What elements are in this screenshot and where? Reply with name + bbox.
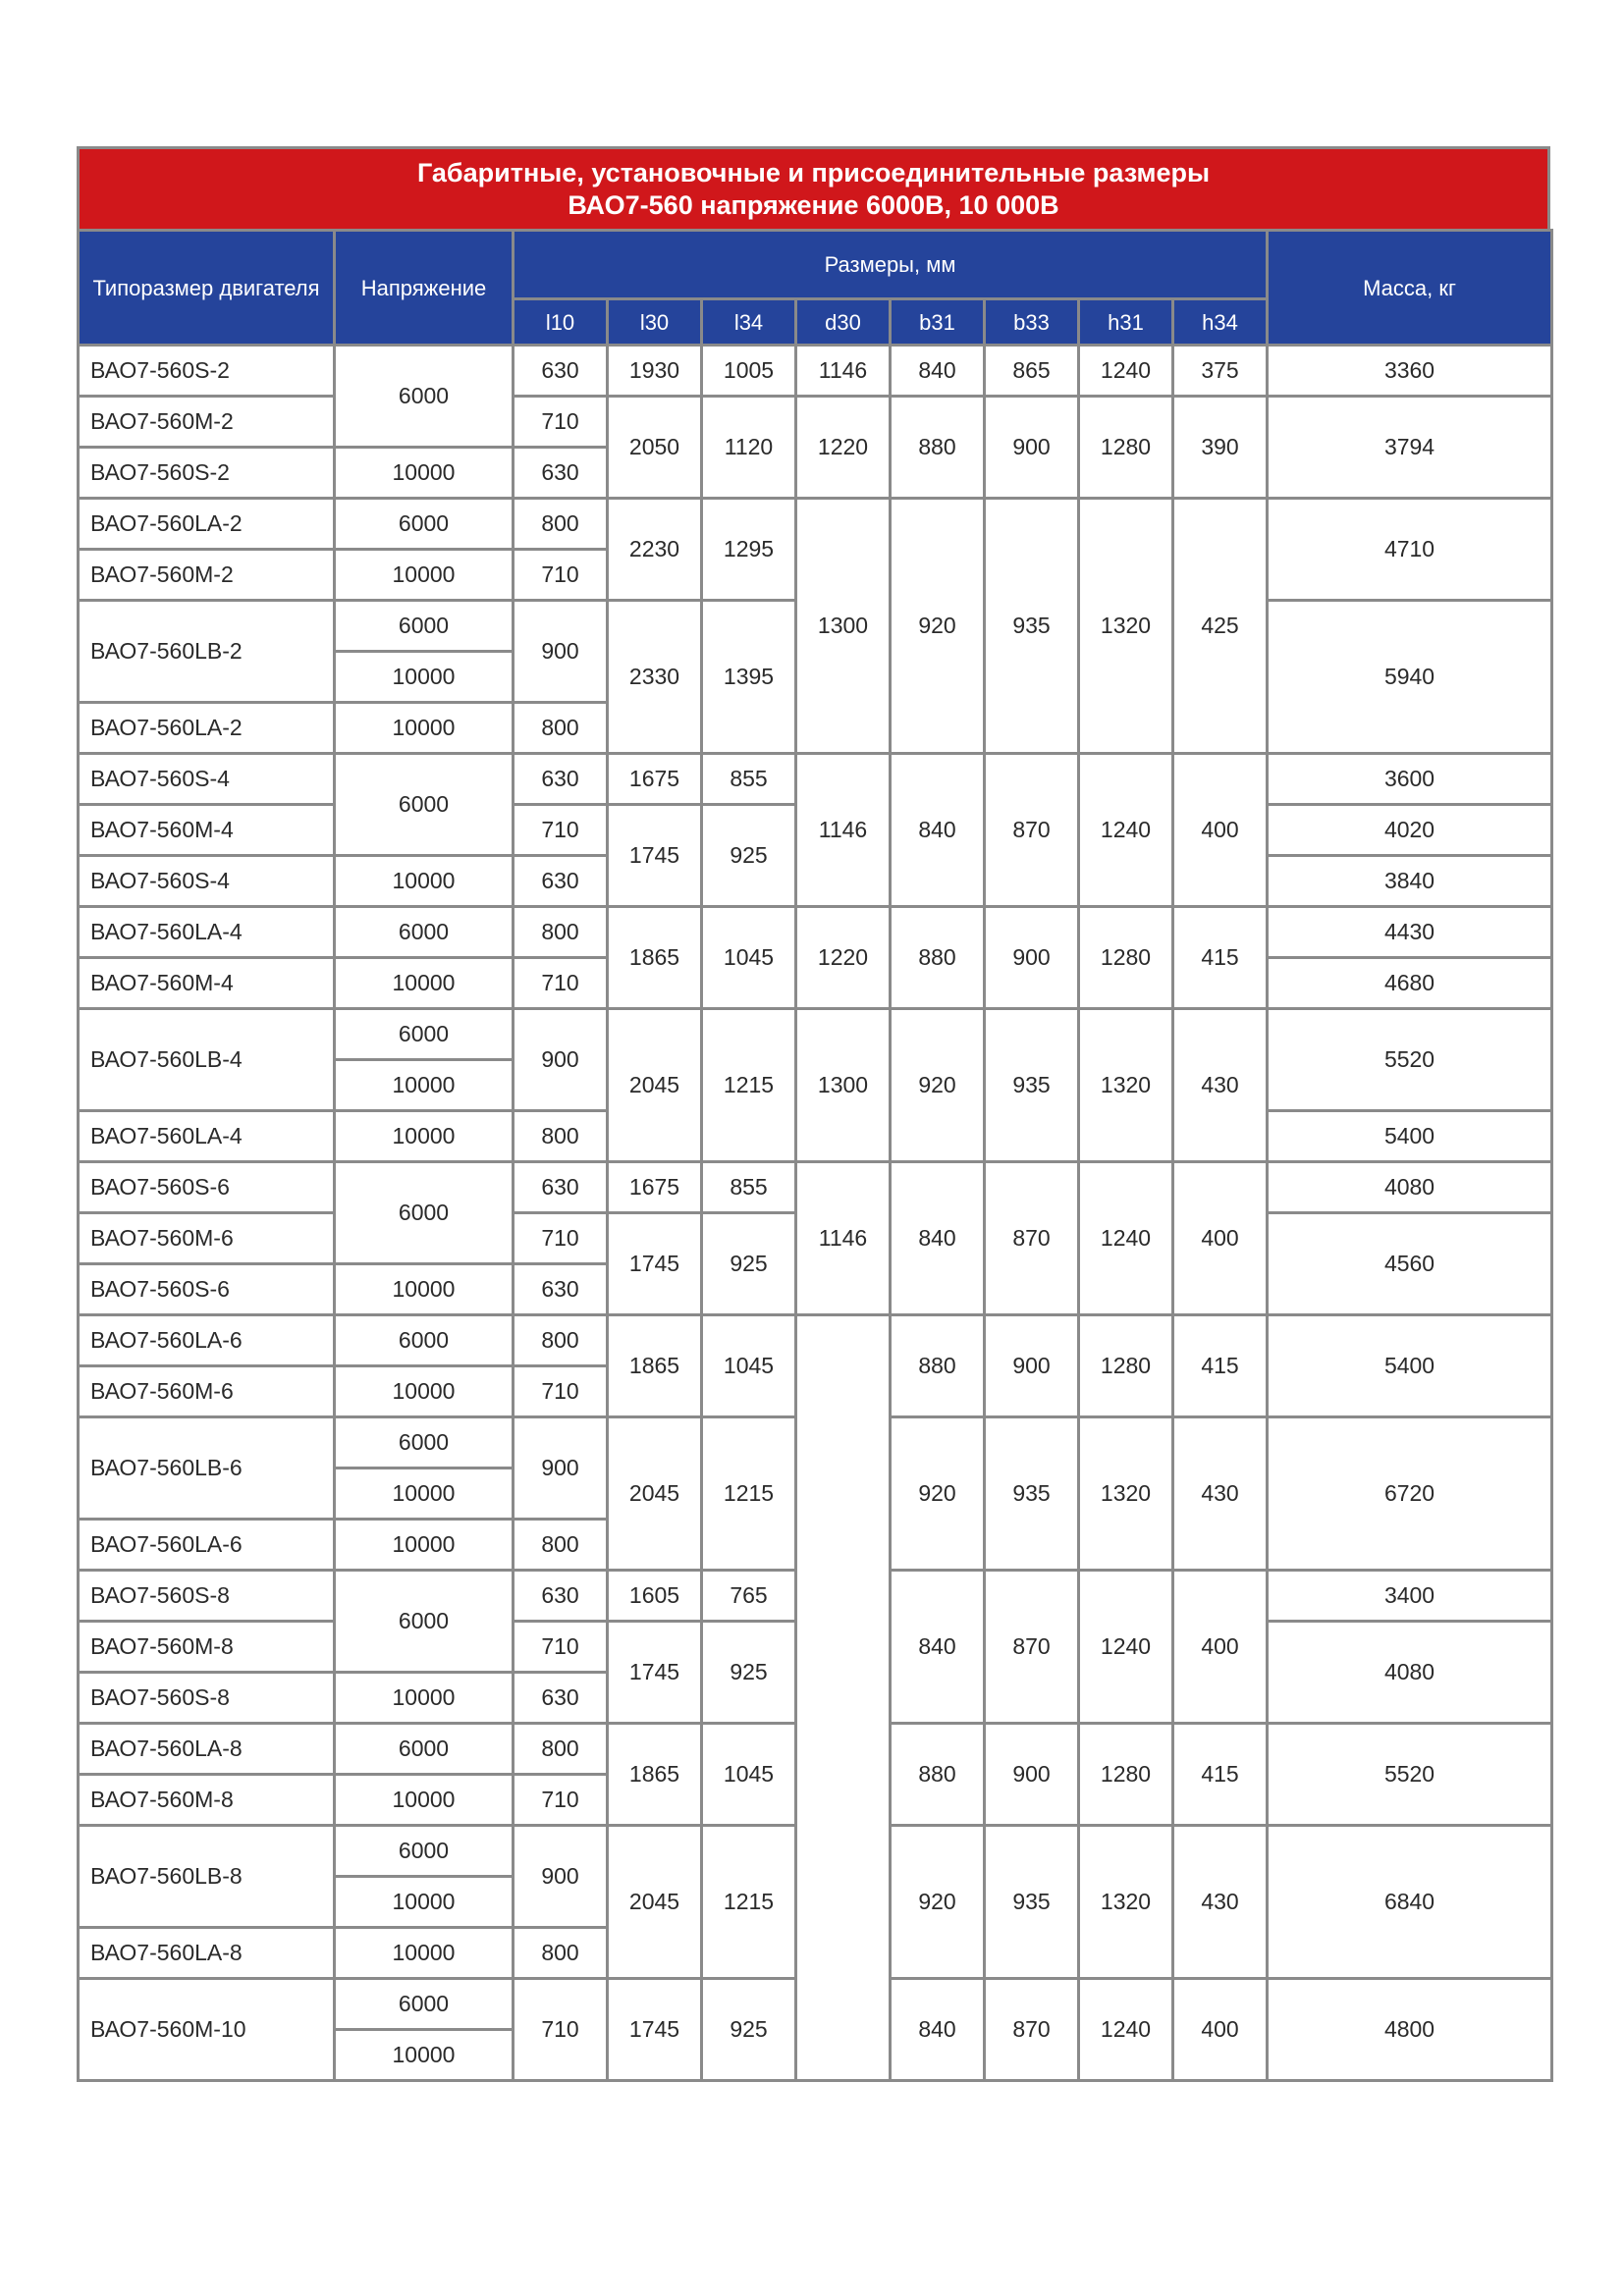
table-cell: 800 bbox=[514, 1724, 608, 1775]
table-cell: 840 bbox=[891, 1979, 985, 2081]
header-voltage: Напряжение bbox=[335, 231, 514, 346]
table-cell: 1395 bbox=[702, 601, 796, 754]
table-cell: 400 bbox=[1173, 1162, 1268, 1315]
table-cell: 840 bbox=[891, 1162, 985, 1315]
table-cell: 6000 bbox=[335, 601, 514, 652]
motor-type-cell: ВАО7-560LA-8 bbox=[79, 1724, 335, 1775]
motor-type-cell: ВАО7-560LB-6 bbox=[79, 1417, 335, 1520]
table-cell: 5520 bbox=[1268, 1009, 1552, 1111]
table-cell: 1865 bbox=[608, 1315, 702, 1417]
header-col-d30: d30 bbox=[796, 299, 891, 346]
table-cell: 6000 bbox=[335, 1162, 514, 1264]
table-cell: 4800 bbox=[1268, 1979, 1552, 2081]
table-cell: 400 bbox=[1173, 1571, 1268, 1724]
table-cell: 10000 bbox=[335, 1775, 514, 1826]
table-cell: 4020 bbox=[1268, 805, 1552, 856]
table-cell: 630 bbox=[514, 856, 608, 907]
table-cell: 920 bbox=[891, 499, 985, 754]
header-col-l10: l10 bbox=[514, 299, 608, 346]
table-cell: 710 bbox=[514, 1213, 608, 1264]
table-cell: 900 bbox=[514, 601, 608, 703]
table-cell: 3600 bbox=[1268, 754, 1552, 805]
table-cell: 6840 bbox=[1268, 1826, 1552, 1979]
motor-type-cell: ВАО7-560M-8 bbox=[79, 1775, 335, 1826]
motor-type-cell: ВАО7-560LA-6 bbox=[79, 1520, 335, 1571]
table-cell: 630 bbox=[514, 1571, 608, 1622]
table-cell: 1220 bbox=[796, 907, 891, 1009]
table-cell: 925 bbox=[702, 1622, 796, 1724]
header-col-b31: b31 bbox=[891, 299, 985, 346]
motor-type-cell: ВАО7-560S-2 bbox=[79, 346, 335, 397]
motor-type-cell: ВАО7-560S-6 bbox=[79, 1162, 335, 1213]
table-cell: 10000 bbox=[335, 550, 514, 601]
table-cell: 1146 bbox=[796, 1162, 891, 1315]
table-title-line-2: ВАО7-560 напряжение 6000В, 10 000В bbox=[568, 189, 1059, 220]
table-cell: 1745 bbox=[608, 1213, 702, 1315]
table-cell: 765 bbox=[702, 1571, 796, 1622]
table-title-line-1: Габаритные, установочные и присоединительные размеры bbox=[416, 157, 1211, 187]
dimensions-sheet bbox=[77, 146, 1550, 2082]
table-cell: 710 bbox=[514, 805, 608, 856]
header-dimensions: Размеры, мм bbox=[514, 231, 1268, 299]
table-cell: 10000 bbox=[335, 652, 514, 703]
table-cell: 10000 bbox=[335, 1060, 514, 1111]
table-cell: 710 bbox=[514, 1979, 608, 2081]
table-cell: 935 bbox=[985, 1417, 1079, 1571]
table-cell: 1280 bbox=[1079, 1724, 1173, 1826]
table-cell: 900 bbox=[514, 1826, 608, 1928]
table-cell: 1930 bbox=[608, 346, 702, 397]
motor-type-cell: ВАО7-560M-10 bbox=[79, 1979, 335, 2081]
table-cell: 425 bbox=[1173, 499, 1268, 754]
table-cell: 10000 bbox=[335, 2030, 514, 2081]
table-cell: 630 bbox=[514, 448, 608, 499]
table-cell: 935 bbox=[985, 1009, 1079, 1162]
table-row bbox=[79, 397, 1552, 448]
table-cell: 6000 bbox=[335, 754, 514, 856]
table-title-bar bbox=[77, 146, 1550, 229]
table-cell: 1280 bbox=[1079, 907, 1173, 1009]
table-cell: 5520 bbox=[1268, 1724, 1552, 1826]
table-cell: 6000 bbox=[335, 1315, 514, 1366]
table-cell: 6000 bbox=[335, 907, 514, 958]
table-cell: 870 bbox=[985, 1162, 1079, 1315]
table-cell bbox=[796, 1315, 891, 2081]
table-cell: 4680 bbox=[1268, 958, 1552, 1009]
table-cell: 3840 bbox=[1268, 856, 1552, 907]
table-cell: 6000 bbox=[335, 1826, 514, 1877]
motor-type-cell: ВАО7-560LA-8 bbox=[79, 1928, 335, 1979]
table-cell: 6000 bbox=[335, 499, 514, 550]
table-cell: 3360 bbox=[1268, 346, 1552, 397]
table-cell: 870 bbox=[985, 1571, 1079, 1724]
motor-type-cell: ВАО7-560M-6 bbox=[79, 1213, 335, 1264]
table-cell: 2230 bbox=[608, 499, 702, 601]
table-cell: 390 bbox=[1173, 397, 1268, 499]
table-cell: 920 bbox=[891, 1417, 985, 1571]
table-cell: 1605 bbox=[608, 1571, 702, 1622]
table-cell: 6000 bbox=[335, 1417, 514, 1468]
table-cell: 935 bbox=[985, 1826, 1079, 1979]
table-cell: 1220 bbox=[796, 397, 891, 499]
table-cell: 1865 bbox=[608, 907, 702, 1009]
table-cell: 800 bbox=[514, 1928, 608, 1979]
table-cell: 4080 bbox=[1268, 1162, 1552, 1213]
table-cell: 870 bbox=[985, 754, 1079, 907]
table-cell: 430 bbox=[1173, 1417, 1268, 1571]
table-cell: 1240 bbox=[1079, 346, 1173, 397]
table-cell: 430 bbox=[1173, 1009, 1268, 1162]
table-cell: 1146 bbox=[796, 346, 891, 397]
table-cell: 800 bbox=[514, 1111, 608, 1162]
table-cell: 1005 bbox=[702, 346, 796, 397]
table-row bbox=[79, 1162, 1552, 1213]
table-cell: 710 bbox=[514, 958, 608, 1009]
table-cell: 1675 bbox=[608, 754, 702, 805]
table-cell: 880 bbox=[891, 397, 985, 499]
table-cell: 6720 bbox=[1268, 1417, 1552, 1571]
table-cell: 415 bbox=[1173, 1724, 1268, 1826]
header-motor-type: Типоразмер двигателя bbox=[79, 231, 335, 346]
table-cell: 2330 bbox=[608, 601, 702, 754]
table-cell: 1215 bbox=[702, 1826, 796, 1979]
table-cell: 2045 bbox=[608, 1417, 702, 1571]
table-cell: 1280 bbox=[1079, 397, 1173, 499]
motor-type-cell: ВАО7-560M-6 bbox=[79, 1366, 335, 1417]
table-cell: 10000 bbox=[335, 1877, 514, 1928]
table-cell: 1045 bbox=[702, 907, 796, 1009]
table-cell: 1120 bbox=[702, 397, 796, 499]
table-cell: 630 bbox=[514, 1264, 608, 1315]
table-row bbox=[79, 1009, 1552, 1060]
table-cell: 935 bbox=[985, 499, 1079, 754]
table-cell: 1745 bbox=[608, 1622, 702, 1724]
header-col-h34: h34 bbox=[1173, 299, 1268, 346]
motor-type-cell: ВАО7-560LB-2 bbox=[79, 601, 335, 703]
table-cell: 800 bbox=[514, 1520, 608, 1571]
motor-type-cell: ВАО7-560LA-4 bbox=[79, 1111, 335, 1162]
table-cell: 10000 bbox=[335, 1111, 514, 1162]
table-cell: 6000 bbox=[335, 1979, 514, 2030]
table-cell: 630 bbox=[514, 1673, 608, 1724]
table-row bbox=[79, 346, 1552, 397]
table-cell: 1745 bbox=[608, 1979, 702, 2081]
table-cell: 880 bbox=[891, 1724, 985, 1826]
table-cell: 4430 bbox=[1268, 907, 1552, 958]
table-cell: 10000 bbox=[335, 1928, 514, 1979]
table-cell: 710 bbox=[514, 1622, 608, 1673]
table-cell: 925 bbox=[702, 1979, 796, 2081]
table-row bbox=[79, 754, 1552, 805]
table-cell: 900 bbox=[985, 907, 1079, 1009]
table-cell: 10000 bbox=[335, 703, 514, 754]
motor-type-cell: ВАО7-560LA-6 bbox=[79, 1315, 335, 1366]
table-cell: 10000 bbox=[335, 1468, 514, 1520]
table-cell: 1280 bbox=[1079, 1315, 1173, 1417]
motor-type-cell: ВАО7-560S-4 bbox=[79, 754, 335, 805]
header-col-l34: l34 bbox=[702, 299, 796, 346]
table-cell: 3794 bbox=[1268, 397, 1552, 499]
table-cell: 1215 bbox=[702, 1417, 796, 1571]
table-cell: 6000 bbox=[335, 1571, 514, 1673]
table-cell: 710 bbox=[514, 1366, 608, 1417]
table-cell: 1865 bbox=[608, 1724, 702, 1826]
table-cell: 2050 bbox=[608, 397, 702, 499]
table-cell: 1675 bbox=[608, 1162, 702, 1213]
table-cell: 4080 bbox=[1268, 1622, 1552, 1724]
table-cell: 1320 bbox=[1079, 499, 1173, 754]
table-cell: 10000 bbox=[335, 856, 514, 907]
motor-type-cell: ВАО7-560M-8 bbox=[79, 1622, 335, 1673]
table-cell: 710 bbox=[514, 397, 608, 448]
table-cell: 415 bbox=[1173, 907, 1268, 1009]
table-cell: 865 bbox=[985, 346, 1079, 397]
table-cell: 630 bbox=[514, 754, 608, 805]
table-cell: 400 bbox=[1173, 1979, 1268, 2081]
table-cell: 855 bbox=[702, 754, 796, 805]
table-cell: 800 bbox=[514, 499, 608, 550]
header-col-h31: h31 bbox=[1079, 299, 1173, 346]
motor-type-cell: ВАО7-560LB-4 bbox=[79, 1009, 335, 1111]
table-cell: 920 bbox=[891, 1009, 985, 1162]
table-cell: 900 bbox=[985, 1724, 1079, 1826]
motor-type-cell: ВАО7-560M-2 bbox=[79, 397, 335, 448]
table-cell: 5400 bbox=[1268, 1111, 1552, 1162]
header-mass: Масса, кг bbox=[1268, 231, 1552, 346]
motor-type-cell: ВАО7-560M-4 bbox=[79, 958, 335, 1009]
motor-type-cell: ВАО7-560LA-2 bbox=[79, 703, 335, 754]
motor-type-cell: ВАО7-560LB-8 bbox=[79, 1826, 335, 1928]
table-cell: 4710 bbox=[1268, 499, 1552, 601]
table-cell: 1295 bbox=[702, 499, 796, 601]
table-cell: 900 bbox=[514, 1417, 608, 1520]
table-cell: 1745 bbox=[608, 805, 702, 907]
header-col-l30: l30 bbox=[608, 299, 702, 346]
table-cell: 10000 bbox=[335, 1264, 514, 1315]
table-cell: 1215 bbox=[702, 1009, 796, 1162]
table-cell: 10000 bbox=[335, 1520, 514, 1571]
motor-type-cell: ВАО7-560M-2 bbox=[79, 550, 335, 601]
table-cell: 800 bbox=[514, 703, 608, 754]
table-cell: 880 bbox=[891, 907, 985, 1009]
table-cell: 2045 bbox=[608, 1826, 702, 1979]
table-cell: 415 bbox=[1173, 1315, 1268, 1417]
table-cell: 10000 bbox=[335, 1366, 514, 1417]
table-cell: 840 bbox=[891, 346, 985, 397]
table-cell: 6000 bbox=[335, 346, 514, 448]
motor-type-cell: ВАО7-560LA-4 bbox=[79, 907, 335, 958]
header-col-b33: b33 bbox=[985, 299, 1079, 346]
table-cell: 1240 bbox=[1079, 1571, 1173, 1724]
table-cell: 710 bbox=[514, 1775, 608, 1826]
table-cell: 710 bbox=[514, 550, 608, 601]
table-header bbox=[79, 231, 1552, 346]
table-cell: 870 bbox=[985, 1979, 1079, 2081]
table-cell: 1320 bbox=[1079, 1826, 1173, 1979]
dimensions-table bbox=[77, 229, 1553, 2082]
table-cell: 5940 bbox=[1268, 601, 1552, 754]
table-cell: 840 bbox=[891, 754, 985, 907]
table-cell: 400 bbox=[1173, 754, 1268, 907]
motor-type-cell: ВАО7-560S-8 bbox=[79, 1673, 335, 1724]
table-row bbox=[79, 907, 1552, 958]
table-cell: 840 bbox=[891, 1571, 985, 1724]
table-cell: 1045 bbox=[702, 1315, 796, 1417]
motor-type-cell: ВАО7-560S-4 bbox=[79, 856, 335, 907]
table-cell: 1240 bbox=[1079, 754, 1173, 907]
motor-type-cell: ВАО7-560LA-2 bbox=[79, 499, 335, 550]
table-cell: 880 bbox=[891, 1315, 985, 1417]
table-cell: 4560 bbox=[1268, 1213, 1552, 1315]
table-cell: 1300 bbox=[796, 499, 891, 754]
table-cell: 925 bbox=[702, 805, 796, 907]
table-cell: 1320 bbox=[1079, 1009, 1173, 1162]
table-cell: 375 bbox=[1173, 346, 1268, 397]
table-cell: 430 bbox=[1173, 1826, 1268, 1979]
table-cell: 10000 bbox=[335, 448, 514, 499]
table-cell: 630 bbox=[514, 1162, 608, 1213]
table-cell: 900 bbox=[985, 397, 1079, 499]
motor-type-cell: ВАО7-560S-8 bbox=[79, 1571, 335, 1622]
table-cell: 800 bbox=[514, 907, 608, 958]
table-row bbox=[79, 1315, 1552, 1366]
table-cell: 900 bbox=[514, 1009, 608, 1111]
table-cell: 1146 bbox=[796, 754, 891, 907]
table-cell: 10000 bbox=[335, 958, 514, 1009]
table-cell: 2045 bbox=[608, 1009, 702, 1162]
motor-type-cell: ВАО7-560S-6 bbox=[79, 1264, 335, 1315]
motor-type-cell: ВАО7-560S-2 bbox=[79, 448, 335, 499]
table-cell: 1300 bbox=[796, 1009, 891, 1162]
table-cell: 1320 bbox=[1079, 1417, 1173, 1571]
table-cell: 3400 bbox=[1268, 1571, 1552, 1622]
table-cell: 800 bbox=[514, 1315, 608, 1366]
table-cell: 6000 bbox=[335, 1724, 514, 1775]
table-cell: 630 bbox=[514, 346, 608, 397]
table-cell: 1240 bbox=[1079, 1979, 1173, 2081]
table-cell: 5400 bbox=[1268, 1315, 1552, 1417]
table-cell: 925 bbox=[702, 1213, 796, 1315]
motor-type-cell: ВАО7-560M-4 bbox=[79, 805, 335, 856]
table-cell: 10000 bbox=[335, 1673, 514, 1724]
table-cell: 855 bbox=[702, 1162, 796, 1213]
table-row bbox=[79, 499, 1552, 550]
table-cell: 1240 bbox=[1079, 1162, 1173, 1315]
table-cell: 900 bbox=[985, 1315, 1079, 1417]
table-body bbox=[79, 346, 1552, 2081]
table-cell: 920 bbox=[891, 1826, 985, 1979]
table-cell: 6000 bbox=[335, 1009, 514, 1060]
table-cell: 1045 bbox=[702, 1724, 796, 1826]
